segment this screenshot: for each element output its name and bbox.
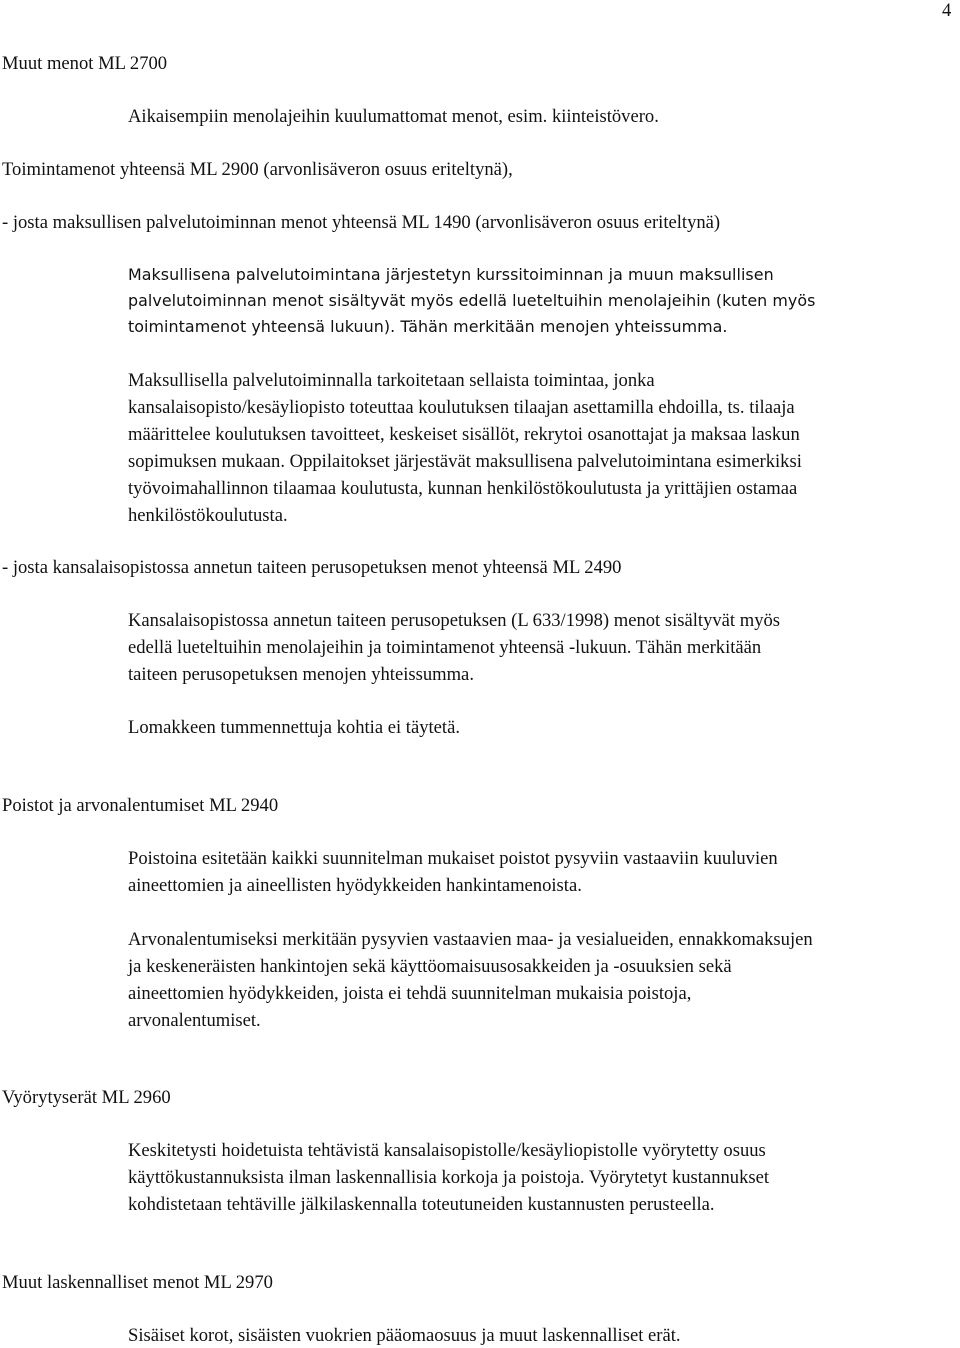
text-line: henkilöstökoulutusta. <box>128 505 288 526</box>
text-line: kohdistetaan tehtäville jälkilaskennalla toteutuneiden kustannusten perusteella. <box>128 1194 715 1215</box>
text-line: Poistoina esitetään kaikki suunnitelman mukaiset poistot pysyviin vastaaviin kuuluvien <box>128 848 778 869</box>
taiteen-para2: Lomakkeen tummennettuja kohtia ei täytetä. <box>128 717 460 738</box>
text-line: Kansalaisopistossa annetun taiteen perusopetuksen (L 633/1998) menot sisältyvät myös <box>128 610 781 631</box>
text-line: arvonalentumiset. <box>128 1010 261 1031</box>
section-heading-taiteen-perusopetus: - josta kansalaisopistossa annetun taiteen perusopetuksen menot yhteensä ML 2490 <box>2 557 622 578</box>
text-line: sopimuksen mukaan. Oppilaitokset järjestävät maksullisena palvelutoimintana esimerkiksi <box>128 451 802 472</box>
text-line: ja keskeneräisten hankintojen sekä käyttöomaisuusosakkeiden ja -osuuksien sekä <box>128 956 732 977</box>
section-heading-poistot: Poistot ja arvonalentumiset ML 2940 <box>2 795 279 816</box>
text-line: työvoimahallinnon tilaamaa koulutusta, kunnan henkilöstökoulutusta ja yrittäjien ostamaa <box>128 478 798 499</box>
text-line: edellä lueteltuihin menolajeihin ja toimintamenot yhteensä -lukuun. Tähän merkitään <box>128 637 762 658</box>
muut-menot-body: Aikaisempiin menolajeihin kuulumattomat menot, esim. kiinteistövero. <box>128 106 659 127</box>
text-line: palvelutoiminnan menot sisältyvät myös edellä lueteltuihin menolajeihin (kuten myös <box>128 291 816 310</box>
text-line: Maksullisella palvelutoiminnalla tarkoitetaan sellaista toimintaa, jonka <box>128 370 655 391</box>
text-line: kansalaisopisto/kesäyliopisto toteuttaa koulutuksen tilaajan asettamilla ehdoilla, ts. tilaaja <box>128 397 795 418</box>
text-line: taiteen perusopetuksen menojen yhteissumma. <box>128 664 474 685</box>
text-line: toimintamenot yhteensä lukuun). Tähän merkitään menojen yhteissumma. <box>128 317 728 336</box>
section-heading-muut-laskennalliset: Muut laskennalliset menot ML 2970 <box>2 1272 273 1293</box>
section-heading-maksullinen: - josta maksullisen palvelutoiminnan menot yhteensä ML 1490 (arvonlisäveron osuus eriteltynä) <box>2 212 721 233</box>
text-line: aineettomien hyödykkeiden, joista ei tehdä suunnitelman mukaisia poistoja, <box>128 983 692 1004</box>
text-line: Arvonalentumiseksi merkitään pysyvien vastaavien maa- ja vesialueiden, ennakkomaksujen <box>128 929 813 950</box>
text-line: Maksullisena palvelutoimintana järjestetyn kurssitoiminnan ja muun maksullisen <box>128 265 774 284</box>
text-line: Keskitetysti hoidetuista tehtävistä kansalaisopistolle/kesäyliopistolle vyörytetty osuus <box>128 1140 766 1161</box>
page-number: 4 <box>942 0 952 21</box>
text-line: käyttökustannuksista ilman laskennallisia korkoja ja poistoja. Vyörytetyt kustannukset <box>128 1167 770 1188</box>
text-line: määrittelee koulutuksen tavoitteet, keskeiset sisällöt, rekrytoi osanottajat ja maksaa laskun <box>128 424 800 445</box>
text-line: aineettomien ja aineellisten hyödykkeiden hankintamenoista. <box>128 875 582 896</box>
muut-laskennalliset-body: Sisäiset korot, sisäisten vuokrien pääomaosuus ja muut laskennalliset erät. <box>128 1325 681 1346</box>
section-heading-vyorytyserat: Vyörytyserät ML 2960 <box>2 1087 171 1108</box>
section-heading-toimintamenot: Toimintamenot yhteensä ML 2900 (arvonlisäveron osuus eriteltynä), <box>2 159 513 180</box>
section-heading-muut-menot: Muut menot ML 2700 <box>2 53 168 74</box>
